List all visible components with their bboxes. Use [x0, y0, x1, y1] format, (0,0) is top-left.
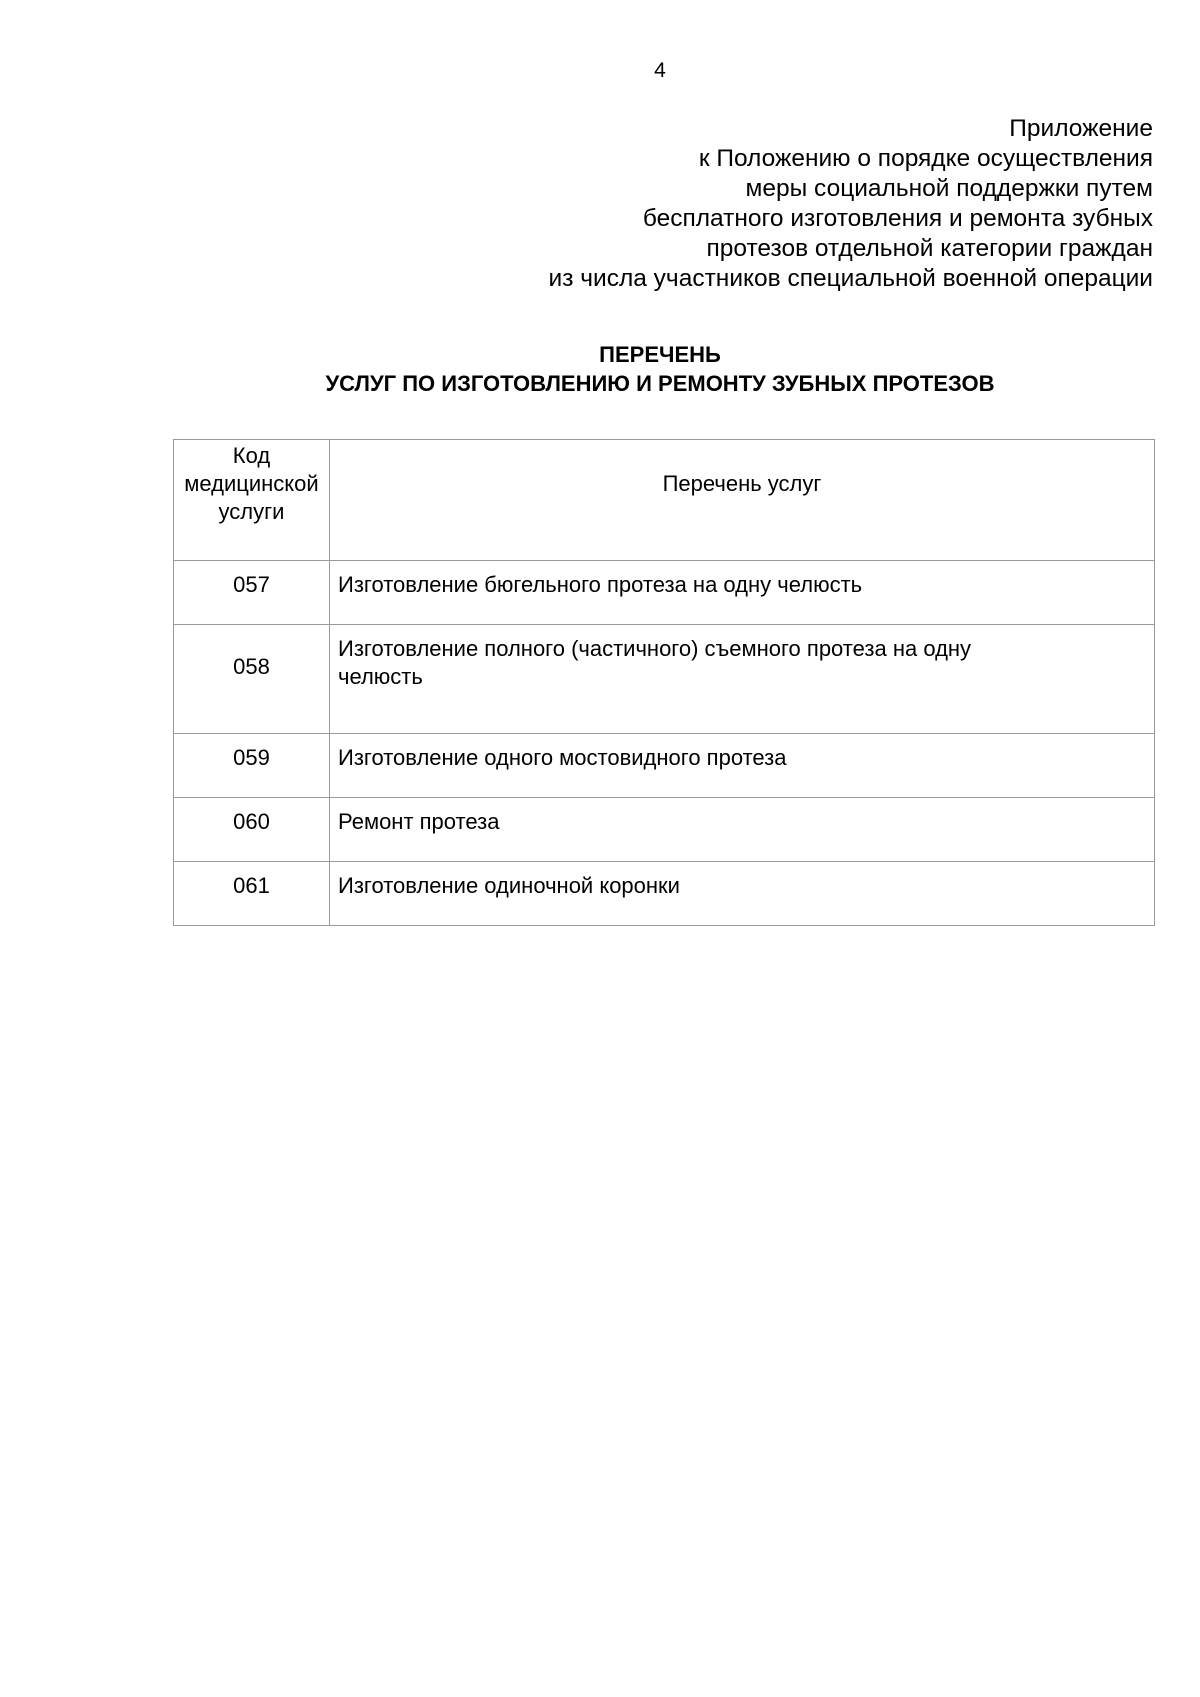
header-code-cell [174, 440, 330, 561]
appendix-line: меры социальной поддержки путем [745, 175, 1153, 202]
header-code-line: Код [232, 443, 271, 468]
code-cell: 058 [174, 625, 330, 734]
table-row [174, 734, 1155, 798]
table-row [174, 561, 1155, 625]
page-number: 4 [654, 59, 666, 82]
service-line: челюсть [338, 664, 423, 689]
service-line: Изготовление бюгельного протеза на одну челюсть [338, 572, 863, 597]
code-cell: 061 [174, 862, 330, 926]
table-row [174, 625, 1155, 734]
service-cell [330, 862, 1155, 926]
header-code-line: услуги [218, 499, 285, 524]
table-header-row [174, 440, 1155, 561]
service-cell [330, 561, 1155, 625]
header-services-cell: Перечень услуг [330, 440, 1155, 561]
service-cell [330, 798, 1155, 862]
service-cell [330, 734, 1155, 798]
table-row [174, 798, 1155, 862]
code-cell: 057 [174, 561, 330, 625]
appendix-line: из числа участников специальной военной операции [548, 265, 1153, 292]
document-title [0, 340, 1200, 398]
service-line: Изготовление одного мостовидного протеза [338, 745, 787, 770]
service-line: Изготовление одиночной коронки [338, 873, 680, 898]
appendix-line: Приложение [1009, 115, 1153, 142]
service-line: Изготовление полного (частичного) съемного протеза на одну [338, 636, 972, 661]
appendix-line: протезов отдельной категории граждан [706, 235, 1153, 262]
title-line: ПЕРЕЧЕНЬ [599, 342, 721, 367]
code-cell: 060 [174, 798, 330, 862]
title-line: УСЛУГ ПО ИЗГОТОВЛЕНИЮ И РЕМОНТУ ЗУБНЫХ ПРОТЕЗОВ [325, 371, 995, 396]
appendix-line: к Положению о порядке осуществления [698, 145, 1153, 172]
services-table [173, 439, 1155, 926]
code-cell: 059 [174, 734, 330, 798]
appendix-header [549, 114, 1153, 294]
table-row [174, 862, 1155, 926]
service-cell [330, 625, 1155, 734]
header-code-line: медицинской [184, 471, 319, 496]
service-line: Ремонт протеза [338, 809, 500, 834]
appendix-line: бесплатного изготовления и ремонта зубных [642, 205, 1153, 232]
